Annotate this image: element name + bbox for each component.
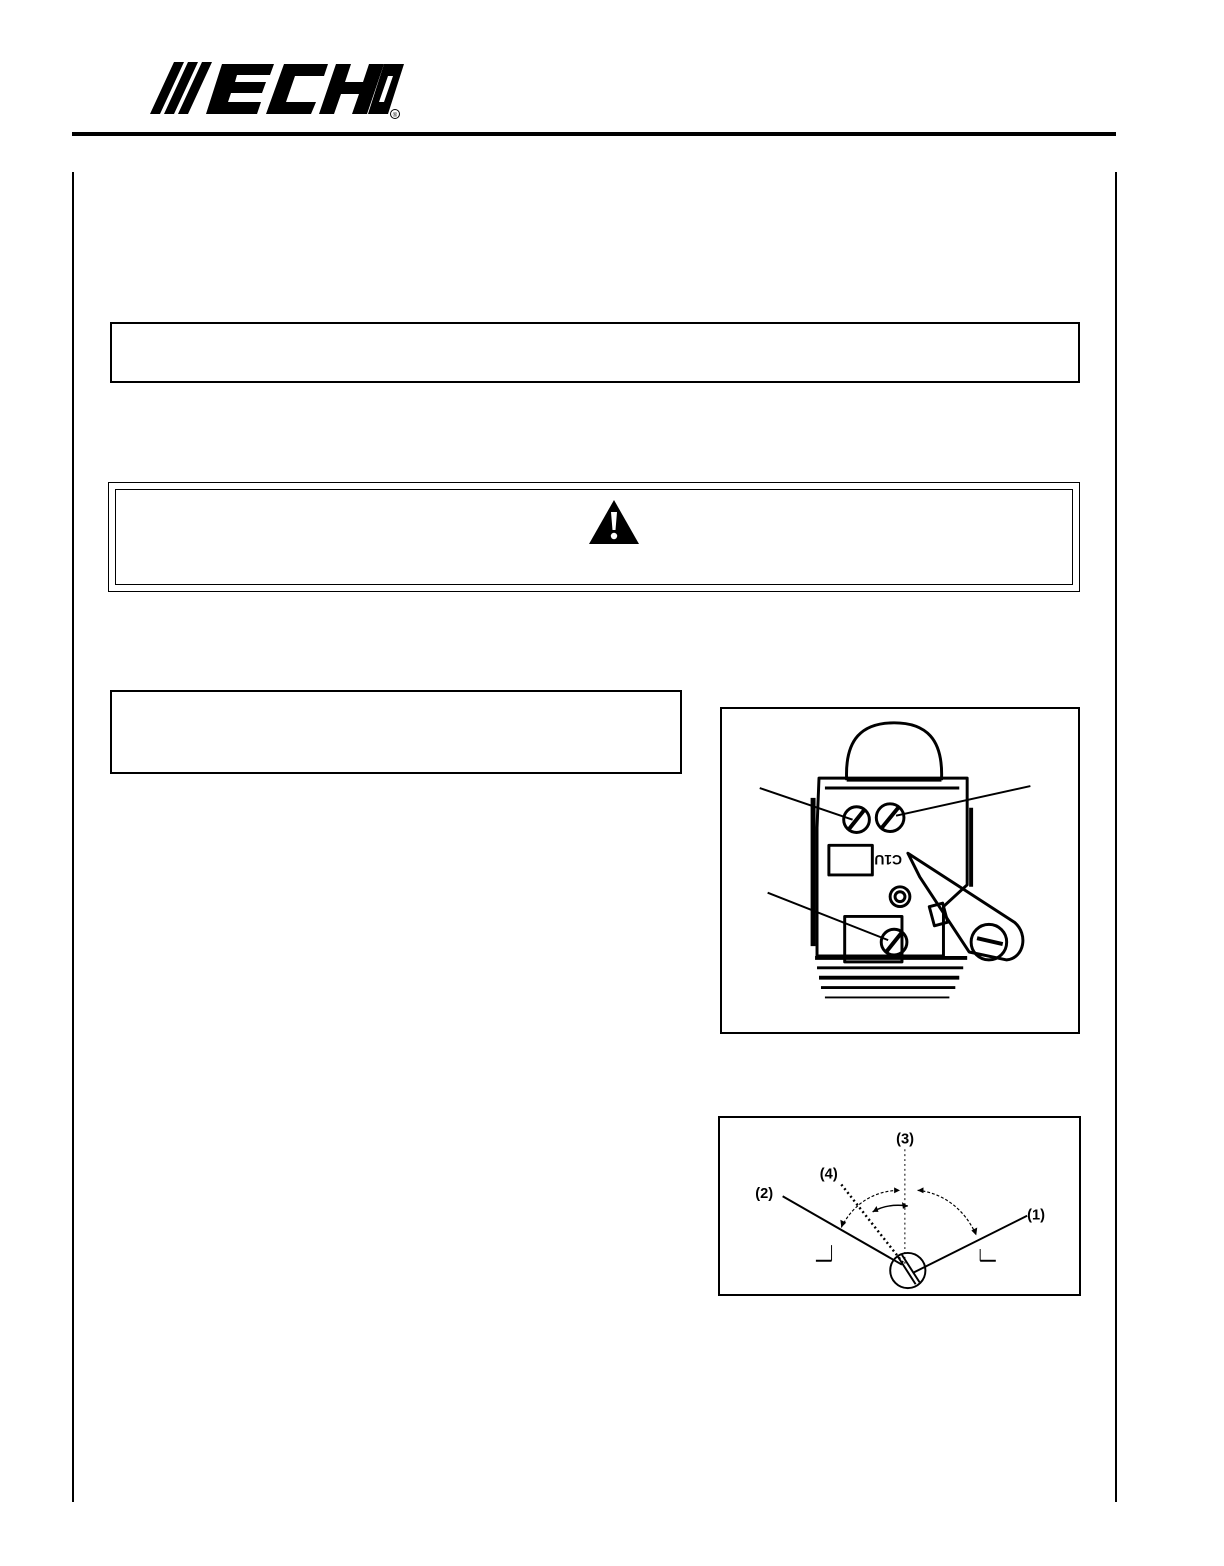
right-margin-line <box>1115 172 1117 1502</box>
label-position-1: (1) <box>1027 1207 1046 1224</box>
label-position-4: (4) <box>819 1166 838 1183</box>
carburetor-illustration <box>722 709 1078 1032</box>
note-box <box>110 322 1080 383</box>
screw-position-diagram <box>718 1116 1081 1296</box>
note-box-secondary <box>110 690 682 774</box>
label-position-2: (2) <box>755 1186 774 1203</box>
warning-box-inner <box>115 489 1073 585</box>
header-rule <box>72 132 1116 136</box>
carburetor-figure <box>720 707 1080 1034</box>
warning-box <box>108 482 1080 592</box>
left-margin-line <box>72 172 74 1502</box>
warning-triangle-icon <box>587 498 641 546</box>
label-position-3: (3) <box>896 1131 914 1148</box>
svg-text:C1U: C1U <box>874 852 902 869</box>
echo-logo <box>148 62 404 120</box>
registered-mark: ® <box>392 113 398 119</box>
